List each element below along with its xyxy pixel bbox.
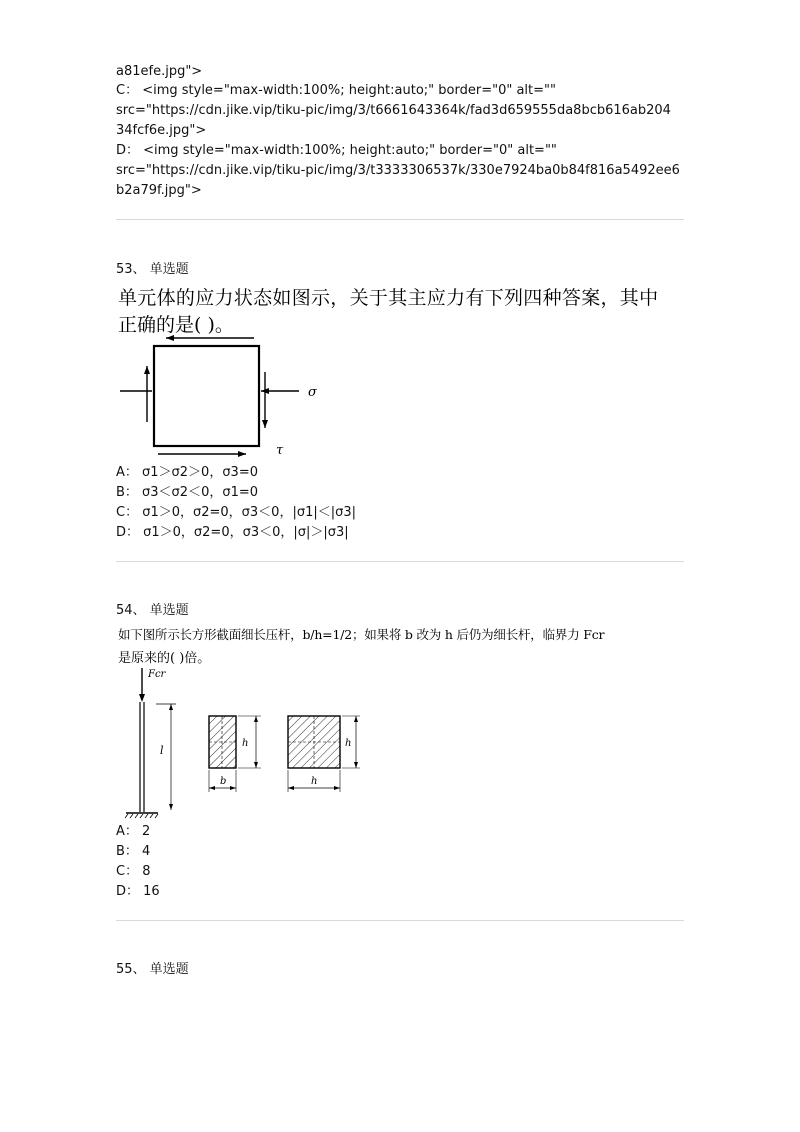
- large-section-h-label-horizontal: h: [311, 776, 318, 787]
- q53-option-d[interactable]: D： σ1＞0，σ2=0，σ3＜0，|σ|＞|σ3|: [116, 525, 349, 540]
- small-section-b-label: b: [220, 776, 227, 787]
- force-label: Fcr: [148, 669, 166, 680]
- q54-header: 54、 单选题: [116, 603, 189, 618]
- question-divider: [116, 219, 684, 220]
- small-section-h-label: h: [242, 738, 249, 749]
- q53-stem-line1: 单元体的应力状态如图示，关于其主应力有下列四种答案，其中: [118, 287, 659, 309]
- prev-text-line: src="https://cdn.jike.vip/tiku-pic/img/3/t6661643364k/fad3d659555da8bcb616ab204: [116, 103, 671, 118]
- q54-option-d[interactable]: D： 16: [116, 884, 160, 899]
- q53-option-b[interactable]: B： σ3＜σ2＜0，σ1=0: [116, 485, 259, 500]
- length-label: l: [160, 744, 164, 757]
- q53-stress-element-figure: [116, 332, 326, 464]
- q53-stem-line2: 正确的是( )。: [118, 314, 234, 336]
- large-section-h-label-vertical: h: [345, 738, 352, 749]
- unit-element-square: [154, 346, 259, 446]
- prev-text-line: src="https://cdn.jike.vip/tiku-pic/img/3/t3333306537k/330e7924ba0b84f816a5492ee6: [116, 163, 680, 178]
- q54-option-b[interactable]: B： 4: [116, 844, 151, 859]
- prev-text-line: D： <img style="max-width:100%; height:auto;" border="0" alt="": [116, 143, 557, 158]
- prev-text-line: a81efe.jpg">: [116, 64, 203, 79]
- question-divider: [116, 920, 684, 921]
- q55-header: 55、 单选题: [116, 962, 189, 977]
- prev-text-line: b2a79f.jpg">: [116, 183, 202, 198]
- q53-option-a[interactable]: A： σ1＞σ2＞0，σ3=0: [116, 465, 258, 480]
- sigma-label: σ: [308, 385, 317, 400]
- q53-header: 53、 单选题: [116, 262, 189, 277]
- q54-stem-line2: 是原来的( )倍。: [118, 651, 211, 666]
- q54-stem-line1: 如下图所示长方形截面细长压杆，b/h=1/2；如果将 b 改为 h 后仍为细长杆，临界力 Fcr: [118, 627, 605, 642]
- prev-text-line: 34fcf6e.jpg">: [116, 123, 207, 138]
- q53-option-c[interactable]: C： σ1＞0，σ2=0，σ3＜0，|σ1|＜|σ3|: [116, 505, 356, 520]
- tau-label: τ: [276, 443, 284, 458]
- q54-option-a[interactable]: A： 2: [116, 824, 151, 839]
- question-divider: [116, 561, 684, 562]
- q54-option-c[interactable]: C： 8: [116, 864, 151, 879]
- q54-column-figure: [116, 664, 371, 820]
- prev-text-line: C： <img style="max-width:100%; height:auto;" border="0" alt="": [116, 83, 556, 98]
